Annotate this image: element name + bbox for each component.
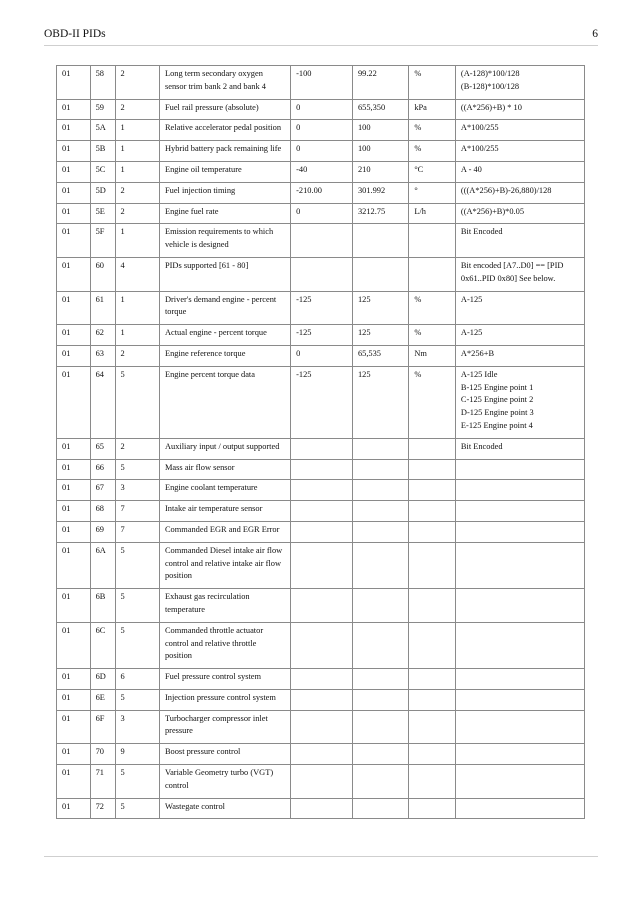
bytes-cell: 5 bbox=[115, 589, 159, 623]
pid-cell: 6A bbox=[90, 542, 115, 588]
description-cell: Commanded EGR and EGR Error bbox=[159, 521, 290, 542]
units-cell bbox=[409, 459, 456, 480]
pid-cell: 63 bbox=[90, 345, 115, 366]
mode-cell: 01 bbox=[57, 689, 91, 710]
pid-table bbox=[56, 65, 585, 819]
table-row bbox=[57, 689, 585, 710]
units-cell bbox=[409, 669, 456, 690]
formula-line: 0x61..PID 0x80] See below. bbox=[460, 273, 556, 283]
pid-cell: 66 bbox=[90, 459, 115, 480]
table-row bbox=[57, 120, 585, 141]
formula-line: Bit Encoded bbox=[460, 441, 503, 451]
description-cell: PIDs supported [61 - 80] bbox=[159, 257, 290, 291]
description-cell: Injection pressure control system bbox=[159, 689, 290, 710]
mode-cell: 01 bbox=[57, 182, 91, 203]
max-value-cell: 100 bbox=[352, 141, 408, 162]
formula-line: A - 40 bbox=[460, 164, 482, 174]
table-row bbox=[57, 182, 585, 203]
pid-cell: 71 bbox=[90, 765, 115, 799]
min-value-cell bbox=[291, 501, 353, 522]
bytes-cell: 5 bbox=[115, 798, 159, 819]
max-value-cell bbox=[352, 257, 408, 291]
table-row bbox=[57, 291, 585, 325]
bytes-cell: 2 bbox=[115, 99, 159, 120]
max-value-cell bbox=[352, 798, 408, 819]
table-row bbox=[57, 257, 585, 291]
mode-cell: 01 bbox=[57, 589, 91, 623]
table-row bbox=[57, 622, 585, 668]
description-cell: Emission requirements to which vehicle is designed bbox=[159, 224, 290, 258]
formula-cell bbox=[455, 744, 584, 765]
pid-cell: 5E bbox=[90, 203, 115, 224]
max-value-cell bbox=[352, 765, 408, 799]
header-divider bbox=[44, 45, 598, 46]
units-cell: Nm bbox=[409, 345, 456, 366]
formula-cell bbox=[455, 257, 584, 291]
mode-cell: 01 bbox=[57, 710, 91, 744]
units-cell bbox=[409, 765, 456, 799]
description-cell: Fuel pressure control system bbox=[159, 669, 290, 690]
units-cell bbox=[409, 521, 456, 542]
formula-cell bbox=[455, 589, 584, 623]
pid-cell: 64 bbox=[90, 366, 115, 438]
description-cell: Turbocharger compressor inlet pressure bbox=[159, 710, 290, 744]
bytes-cell: 5 bbox=[115, 542, 159, 588]
units-cell: % bbox=[409, 325, 456, 346]
max-value-cell: 210 bbox=[352, 161, 408, 182]
units-cell bbox=[409, 589, 456, 623]
formula-line: A-125 bbox=[460, 328, 483, 338]
max-value-cell bbox=[352, 744, 408, 765]
min-value-cell: 0 bbox=[291, 203, 353, 224]
mode-cell: 01 bbox=[57, 669, 91, 690]
units-cell: kPa bbox=[409, 99, 456, 120]
formula-cell bbox=[455, 120, 584, 141]
formula-line: (((A*256)+B)-26,880)/128 bbox=[460, 185, 552, 195]
table-row bbox=[57, 366, 585, 438]
mode-cell: 01 bbox=[57, 765, 91, 799]
table-row bbox=[57, 325, 585, 346]
description-cell: Commanded Diesel intake air flow control and relative intake air flow position bbox=[159, 542, 290, 588]
units-cell bbox=[409, 542, 456, 588]
min-value-cell: -40 bbox=[291, 161, 353, 182]
units-cell bbox=[409, 689, 456, 710]
max-value-cell bbox=[352, 501, 408, 522]
mode-cell: 01 bbox=[57, 459, 91, 480]
table-row bbox=[57, 798, 585, 819]
formula-line: ((A*256)+B)*0.05 bbox=[460, 206, 525, 216]
description-cell: Auxiliary input / output supported bbox=[159, 438, 290, 459]
mode-cell: 01 bbox=[57, 366, 91, 438]
pid-cell: 72 bbox=[90, 798, 115, 819]
bytes-cell: 1 bbox=[115, 224, 159, 258]
table-row bbox=[57, 438, 585, 459]
formula-cell bbox=[455, 765, 584, 799]
table-row bbox=[57, 203, 585, 224]
formula-line: Bit encoded [A7..D0] == [PID bbox=[460, 260, 564, 270]
units-cell: % bbox=[409, 120, 456, 141]
description-cell: Engine fuel rate bbox=[159, 203, 290, 224]
mode-cell: 01 bbox=[57, 345, 91, 366]
units-cell: ° bbox=[409, 182, 456, 203]
formula-line: (A-128)*100/128 bbox=[460, 69, 520, 78]
bytes-cell: 1 bbox=[115, 141, 159, 162]
units-cell bbox=[409, 744, 456, 765]
mode-cell: 01 bbox=[57, 438, 91, 459]
formula-cell bbox=[455, 542, 584, 588]
units-cell bbox=[409, 438, 456, 459]
formula-cell bbox=[455, 438, 584, 459]
bytes-cell: 1 bbox=[115, 291, 159, 325]
max-value-cell: 100 bbox=[352, 120, 408, 141]
formula-line: E-125 Engine point 4 bbox=[460, 420, 533, 430]
formula-cell bbox=[455, 366, 584, 438]
min-value-cell: -210.00 bbox=[291, 182, 353, 203]
pid-cell: 6E bbox=[90, 689, 115, 710]
table-row bbox=[57, 161, 585, 182]
description-cell: Boost pressure control bbox=[159, 744, 290, 765]
page-number: 6 bbox=[592, 28, 598, 40]
bytes-cell: 7 bbox=[115, 521, 159, 542]
min-value-cell bbox=[291, 224, 353, 258]
formula-cell bbox=[455, 291, 584, 325]
max-value-cell bbox=[352, 480, 408, 501]
description-cell: Commanded throttle actuator control and relative throttle position bbox=[159, 622, 290, 668]
pid-cell: 70 bbox=[90, 744, 115, 765]
formula-line: A*100/255 bbox=[460, 123, 499, 133]
pid-cell: 68 bbox=[90, 501, 115, 522]
formula-cell bbox=[455, 345, 584, 366]
formula-cell bbox=[455, 798, 584, 819]
max-value-cell bbox=[352, 542, 408, 588]
max-value-cell: 65,535 bbox=[352, 345, 408, 366]
table-row bbox=[57, 744, 585, 765]
max-value-cell bbox=[352, 521, 408, 542]
table-row bbox=[57, 99, 585, 120]
units-cell: % bbox=[409, 141, 456, 162]
units-cell: % bbox=[409, 66, 456, 100]
max-value-cell: 99.22 bbox=[352, 66, 408, 100]
min-value-cell: 0 bbox=[291, 141, 353, 162]
min-value-cell bbox=[291, 438, 353, 459]
bytes-cell: 9 bbox=[115, 744, 159, 765]
units-cell bbox=[409, 480, 456, 501]
formula-cell bbox=[455, 203, 584, 224]
units-cell: % bbox=[409, 366, 456, 438]
units-cell bbox=[409, 224, 456, 258]
bytes-cell: 1 bbox=[115, 325, 159, 346]
mode-cell: 01 bbox=[57, 203, 91, 224]
bytes-cell: 3 bbox=[115, 480, 159, 501]
formula-line: Bit Encoded bbox=[460, 227, 503, 237]
pid-cell: 62 bbox=[90, 325, 115, 346]
formula-cell bbox=[455, 669, 584, 690]
formula-cell bbox=[455, 161, 584, 182]
pid-cell: 69 bbox=[90, 521, 115, 542]
pid-cell: 5D bbox=[90, 182, 115, 203]
bytes-cell: 3 bbox=[115, 710, 159, 744]
table-row bbox=[57, 542, 585, 588]
min-value-cell bbox=[291, 710, 353, 744]
formula-line: A-125 bbox=[460, 294, 483, 304]
formula-line: (B-128)*100/128 bbox=[460, 81, 520, 91]
formula-cell bbox=[455, 224, 584, 258]
document-title: OBD-II PIDs bbox=[44, 28, 106, 40]
table-row bbox=[57, 480, 585, 501]
description-cell: Driver's demand engine - percent torque bbox=[159, 291, 290, 325]
bytes-cell: 5 bbox=[115, 622, 159, 668]
units-cell bbox=[409, 622, 456, 668]
max-value-cell: 125 bbox=[352, 325, 408, 346]
formula-cell bbox=[455, 710, 584, 744]
formula-line: A-125 Idle bbox=[460, 369, 498, 379]
mode-cell: 01 bbox=[57, 325, 91, 346]
min-value-cell: 0 bbox=[291, 99, 353, 120]
formula-cell bbox=[455, 689, 584, 710]
pid-cell: 65 bbox=[90, 438, 115, 459]
formula-cell bbox=[455, 622, 584, 668]
formula-cell bbox=[455, 325, 584, 346]
table-row bbox=[57, 501, 585, 522]
table-row bbox=[57, 589, 585, 623]
table-row bbox=[57, 345, 585, 366]
max-value-cell bbox=[352, 689, 408, 710]
max-value-cell: 301.992 bbox=[352, 182, 408, 203]
description-cell: Long term secondary oxygen sensor trim bank 2 and bank 4 bbox=[159, 66, 290, 100]
pid-cell: 6F bbox=[90, 710, 115, 744]
pid-cell: 60 bbox=[90, 257, 115, 291]
pid-cell: 5B bbox=[90, 141, 115, 162]
mode-cell: 01 bbox=[57, 744, 91, 765]
min-value-cell: 0 bbox=[291, 120, 353, 141]
bytes-cell: 4 bbox=[115, 257, 159, 291]
pid-cell: 5F bbox=[90, 224, 115, 258]
min-value-cell bbox=[291, 765, 353, 799]
bytes-cell: 1 bbox=[115, 161, 159, 182]
units-cell: °C bbox=[409, 161, 456, 182]
pid-cell: 6C bbox=[90, 622, 115, 668]
bytes-cell: 5 bbox=[115, 459, 159, 480]
mode-cell: 01 bbox=[57, 257, 91, 291]
table-row bbox=[57, 66, 585, 100]
max-value-cell: 3212.75 bbox=[352, 203, 408, 224]
min-value-cell bbox=[291, 689, 353, 710]
formula-cell bbox=[455, 480, 584, 501]
min-value-cell bbox=[291, 589, 353, 623]
mode-cell: 01 bbox=[57, 501, 91, 522]
formula-cell bbox=[455, 99, 584, 120]
bytes-cell: 2 bbox=[115, 345, 159, 366]
pid-cell: 5A bbox=[90, 120, 115, 141]
formula-cell bbox=[455, 182, 584, 203]
formula-line: D-125 Engine point 3 bbox=[460, 408, 534, 418]
description-cell: Fuel rail pressure (absolute) bbox=[159, 99, 290, 120]
min-value-cell: -125 bbox=[291, 291, 353, 325]
min-value-cell: -125 bbox=[291, 366, 353, 438]
description-cell: Exhaust gas recirculation temperature bbox=[159, 589, 290, 623]
bytes-cell: 7 bbox=[115, 501, 159, 522]
max-value-cell bbox=[352, 622, 408, 668]
min-value-cell bbox=[291, 744, 353, 765]
pid-table-body bbox=[57, 66, 585, 819]
mode-cell: 01 bbox=[57, 120, 91, 141]
max-value-cell: 125 bbox=[352, 366, 408, 438]
formula-line: A*100/255 bbox=[460, 144, 499, 154]
units-cell: % bbox=[409, 291, 456, 325]
formula-line: ((A*256)+B) * 10 bbox=[460, 102, 522, 112]
mode-cell: 01 bbox=[57, 224, 91, 258]
mode-cell: 01 bbox=[57, 141, 91, 162]
mode-cell: 01 bbox=[57, 99, 91, 120]
description-cell: Engine oil temperature bbox=[159, 161, 290, 182]
min-value-cell bbox=[291, 257, 353, 291]
description-cell: Relative accelerator pedal position bbox=[159, 120, 290, 141]
min-value-cell bbox=[291, 459, 353, 480]
max-value-cell bbox=[352, 669, 408, 690]
formula-line: B-125 Engine point 1 bbox=[460, 382, 534, 392]
formula-cell bbox=[455, 141, 584, 162]
pid-cell: 61 bbox=[90, 291, 115, 325]
bytes-cell: 1 bbox=[115, 120, 159, 141]
max-value-cell bbox=[352, 438, 408, 459]
table-row bbox=[57, 710, 585, 744]
min-value-cell bbox=[291, 542, 353, 588]
bytes-cell: 5 bbox=[115, 366, 159, 438]
pid-cell: 6D bbox=[90, 669, 115, 690]
description-cell: Intake air temperature sensor bbox=[159, 501, 290, 522]
mode-cell: 01 bbox=[57, 521, 91, 542]
min-value-cell bbox=[291, 622, 353, 668]
bytes-cell: 5 bbox=[115, 765, 159, 799]
pid-cell: 58 bbox=[90, 66, 115, 100]
table-row bbox=[57, 224, 585, 258]
description-cell: Fuel injection timing bbox=[159, 182, 290, 203]
description-cell: Engine reference torque bbox=[159, 345, 290, 366]
bytes-cell: 6 bbox=[115, 669, 159, 690]
table-row bbox=[57, 521, 585, 542]
bytes-cell: 2 bbox=[115, 438, 159, 459]
pid-cell: 5C bbox=[90, 161, 115, 182]
table-row bbox=[57, 765, 585, 799]
description-cell: Variable Geometry turbo (VGT) control bbox=[159, 765, 290, 799]
formula-line: C-125 Engine point 2 bbox=[460, 395, 534, 405]
min-value-cell: -100 bbox=[291, 66, 353, 100]
min-value-cell bbox=[291, 669, 353, 690]
bytes-cell: 5 bbox=[115, 689, 159, 710]
units-cell: L/h bbox=[409, 203, 456, 224]
pid-cell: 6B bbox=[90, 589, 115, 623]
bytes-cell: 2 bbox=[115, 66, 159, 100]
units-cell bbox=[409, 501, 456, 522]
mode-cell: 01 bbox=[57, 798, 91, 819]
footer-divider bbox=[44, 856, 598, 857]
table-row bbox=[57, 141, 585, 162]
units-cell bbox=[409, 257, 456, 291]
description-cell: Engine percent torque data bbox=[159, 366, 290, 438]
max-value-cell: 125 bbox=[352, 291, 408, 325]
pid-cell: 67 bbox=[90, 480, 115, 501]
formula-cell bbox=[455, 459, 584, 480]
max-value-cell bbox=[352, 589, 408, 623]
description-cell: Wastegate control bbox=[159, 798, 290, 819]
formula-cell bbox=[455, 66, 584, 100]
max-value-cell bbox=[352, 224, 408, 258]
min-value-cell bbox=[291, 480, 353, 501]
min-value-cell bbox=[291, 521, 353, 542]
description-cell: Engine coolant temperature bbox=[159, 480, 290, 501]
min-value-cell: -125 bbox=[291, 325, 353, 346]
bytes-cell: 2 bbox=[115, 182, 159, 203]
units-cell bbox=[409, 710, 456, 744]
pid-cell: 59 bbox=[90, 99, 115, 120]
formula-cell bbox=[455, 521, 584, 542]
table-row bbox=[57, 669, 585, 690]
mode-cell: 01 bbox=[57, 542, 91, 588]
description-cell: Hybrid battery pack remaining life bbox=[159, 141, 290, 162]
max-value-cell bbox=[352, 459, 408, 480]
formula-cell bbox=[455, 501, 584, 522]
min-value-cell bbox=[291, 798, 353, 819]
page-header bbox=[44, 28, 598, 46]
units-cell bbox=[409, 798, 456, 819]
max-value-cell: 655,350 bbox=[352, 99, 408, 120]
mode-cell: 01 bbox=[57, 480, 91, 501]
description-cell: Mass air flow sensor bbox=[159, 459, 290, 480]
table-row bbox=[57, 459, 585, 480]
mode-cell: 01 bbox=[57, 291, 91, 325]
description-cell: Actual engine - percent torque bbox=[159, 325, 290, 346]
max-value-cell bbox=[352, 710, 408, 744]
min-value-cell: 0 bbox=[291, 345, 353, 366]
mode-cell: 01 bbox=[57, 161, 91, 182]
mode-cell: 01 bbox=[57, 622, 91, 668]
formula-line: A*256+B bbox=[460, 348, 495, 358]
mode-cell: 01 bbox=[57, 66, 91, 100]
bytes-cell: 2 bbox=[115, 203, 159, 224]
